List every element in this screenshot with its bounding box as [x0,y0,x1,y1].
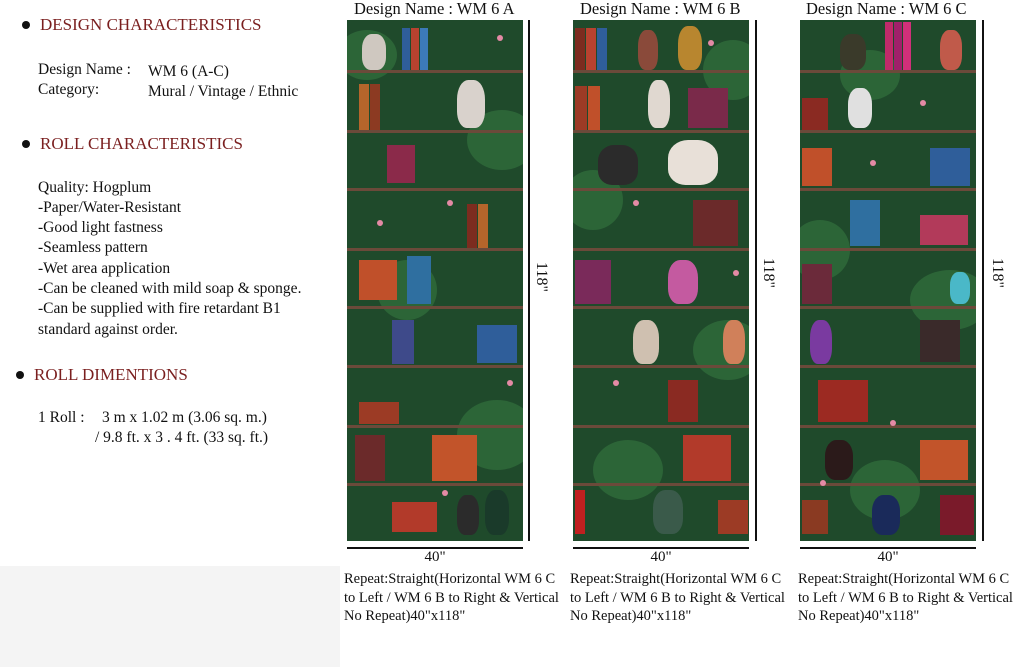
roll-characteristic-line: -Good light fastness [38,219,163,236]
roll-characteristics-heading [22,134,243,154]
design-characteristics-heading [22,15,262,35]
panel-a-repeat-text: Repeat:Straight(Horizontal WM 6 C to Left / WM 6 B to Right & Vertical No Repeat)40"x118" [344,571,559,624]
roll-dimensions-heading-text: ROLL DIMENTIONS [34,365,188,384]
roll-characteristics-heading-text: ROLL CHARACTERISTICS [40,134,243,153]
wallpaper-panel-a [347,20,523,541]
panel-c-height-line [982,20,984,541]
wallpaper-panel-b [573,20,749,541]
panel-a-title: Design Name : WM 6 A [354,0,515,18]
panel-b-repeat-text: Repeat:Straight(Horizontal WM 6 C to Left / WM 6 B to Right & Vertical No Repeat)40"x118" [570,571,785,624]
design-name-value: WM 6 (A-C) [148,63,229,80]
wallpaper-panel-c [800,20,976,541]
panel-c-width-label: 40" [877,549,899,565]
panel-c-title: Design Name : WM 6 C [806,0,967,18]
design-characteristics-heading-text: DESIGN CHARACTERISTICS [40,15,262,34]
panel-b-height-label: 118" [759,258,777,288]
panel-b-height-line [755,20,757,541]
roll-size-metric: 3 m x 1.02 m (3.06 sq. m.) [102,409,267,426]
panel-a-height-line [528,20,530,541]
roll-characteristic-line: -Wet area application [38,260,171,277]
roll-characteristic-line: -Can be supplied with fire retardant B1 [38,300,281,317]
panel-c-height-label: 118" [988,258,1006,288]
category-value: Mural / Vintage / Ethnic [148,83,299,100]
roll-characteristic-line: -Paper/Water-Resistant [38,199,182,216]
category-label: Category: [38,81,100,98]
panel-b-width-label: 40" [650,549,672,565]
roll-characteristic-line: Quality: Hogplum [38,179,152,196]
bullet-icon [16,371,24,379]
roll-size-imperial: / 9.8 ft. x 3 . 4 ft. (33 sq. ft.) [95,429,269,446]
bottom-background-strip [0,566,340,667]
panel-a-width-label: 40" [424,549,446,565]
roll-characteristic-line: -Seamless pattern [38,239,148,256]
bullet-icon [22,21,30,29]
bullet-icon [22,140,30,148]
design-name-label: Design Name : [38,61,131,78]
roll-size-label: 1 Roll : [38,409,85,426]
panel-c-repeat-text: Repeat:Straight(Horizontal WM 6 C to Left / WM 6 B to Right & Vertical No Repeat)40"x118" [798,571,1013,624]
roll-characteristic-line: standard against order. [38,321,178,338]
panel-a-height-label: 118" [532,262,550,292]
roll-dimensions-heading [16,365,188,385]
panel-b-title: Design Name : WM 6 B [580,0,741,18]
roll-characteristic-line: -Can be cleaned with mild soap & sponge. [38,280,302,297]
